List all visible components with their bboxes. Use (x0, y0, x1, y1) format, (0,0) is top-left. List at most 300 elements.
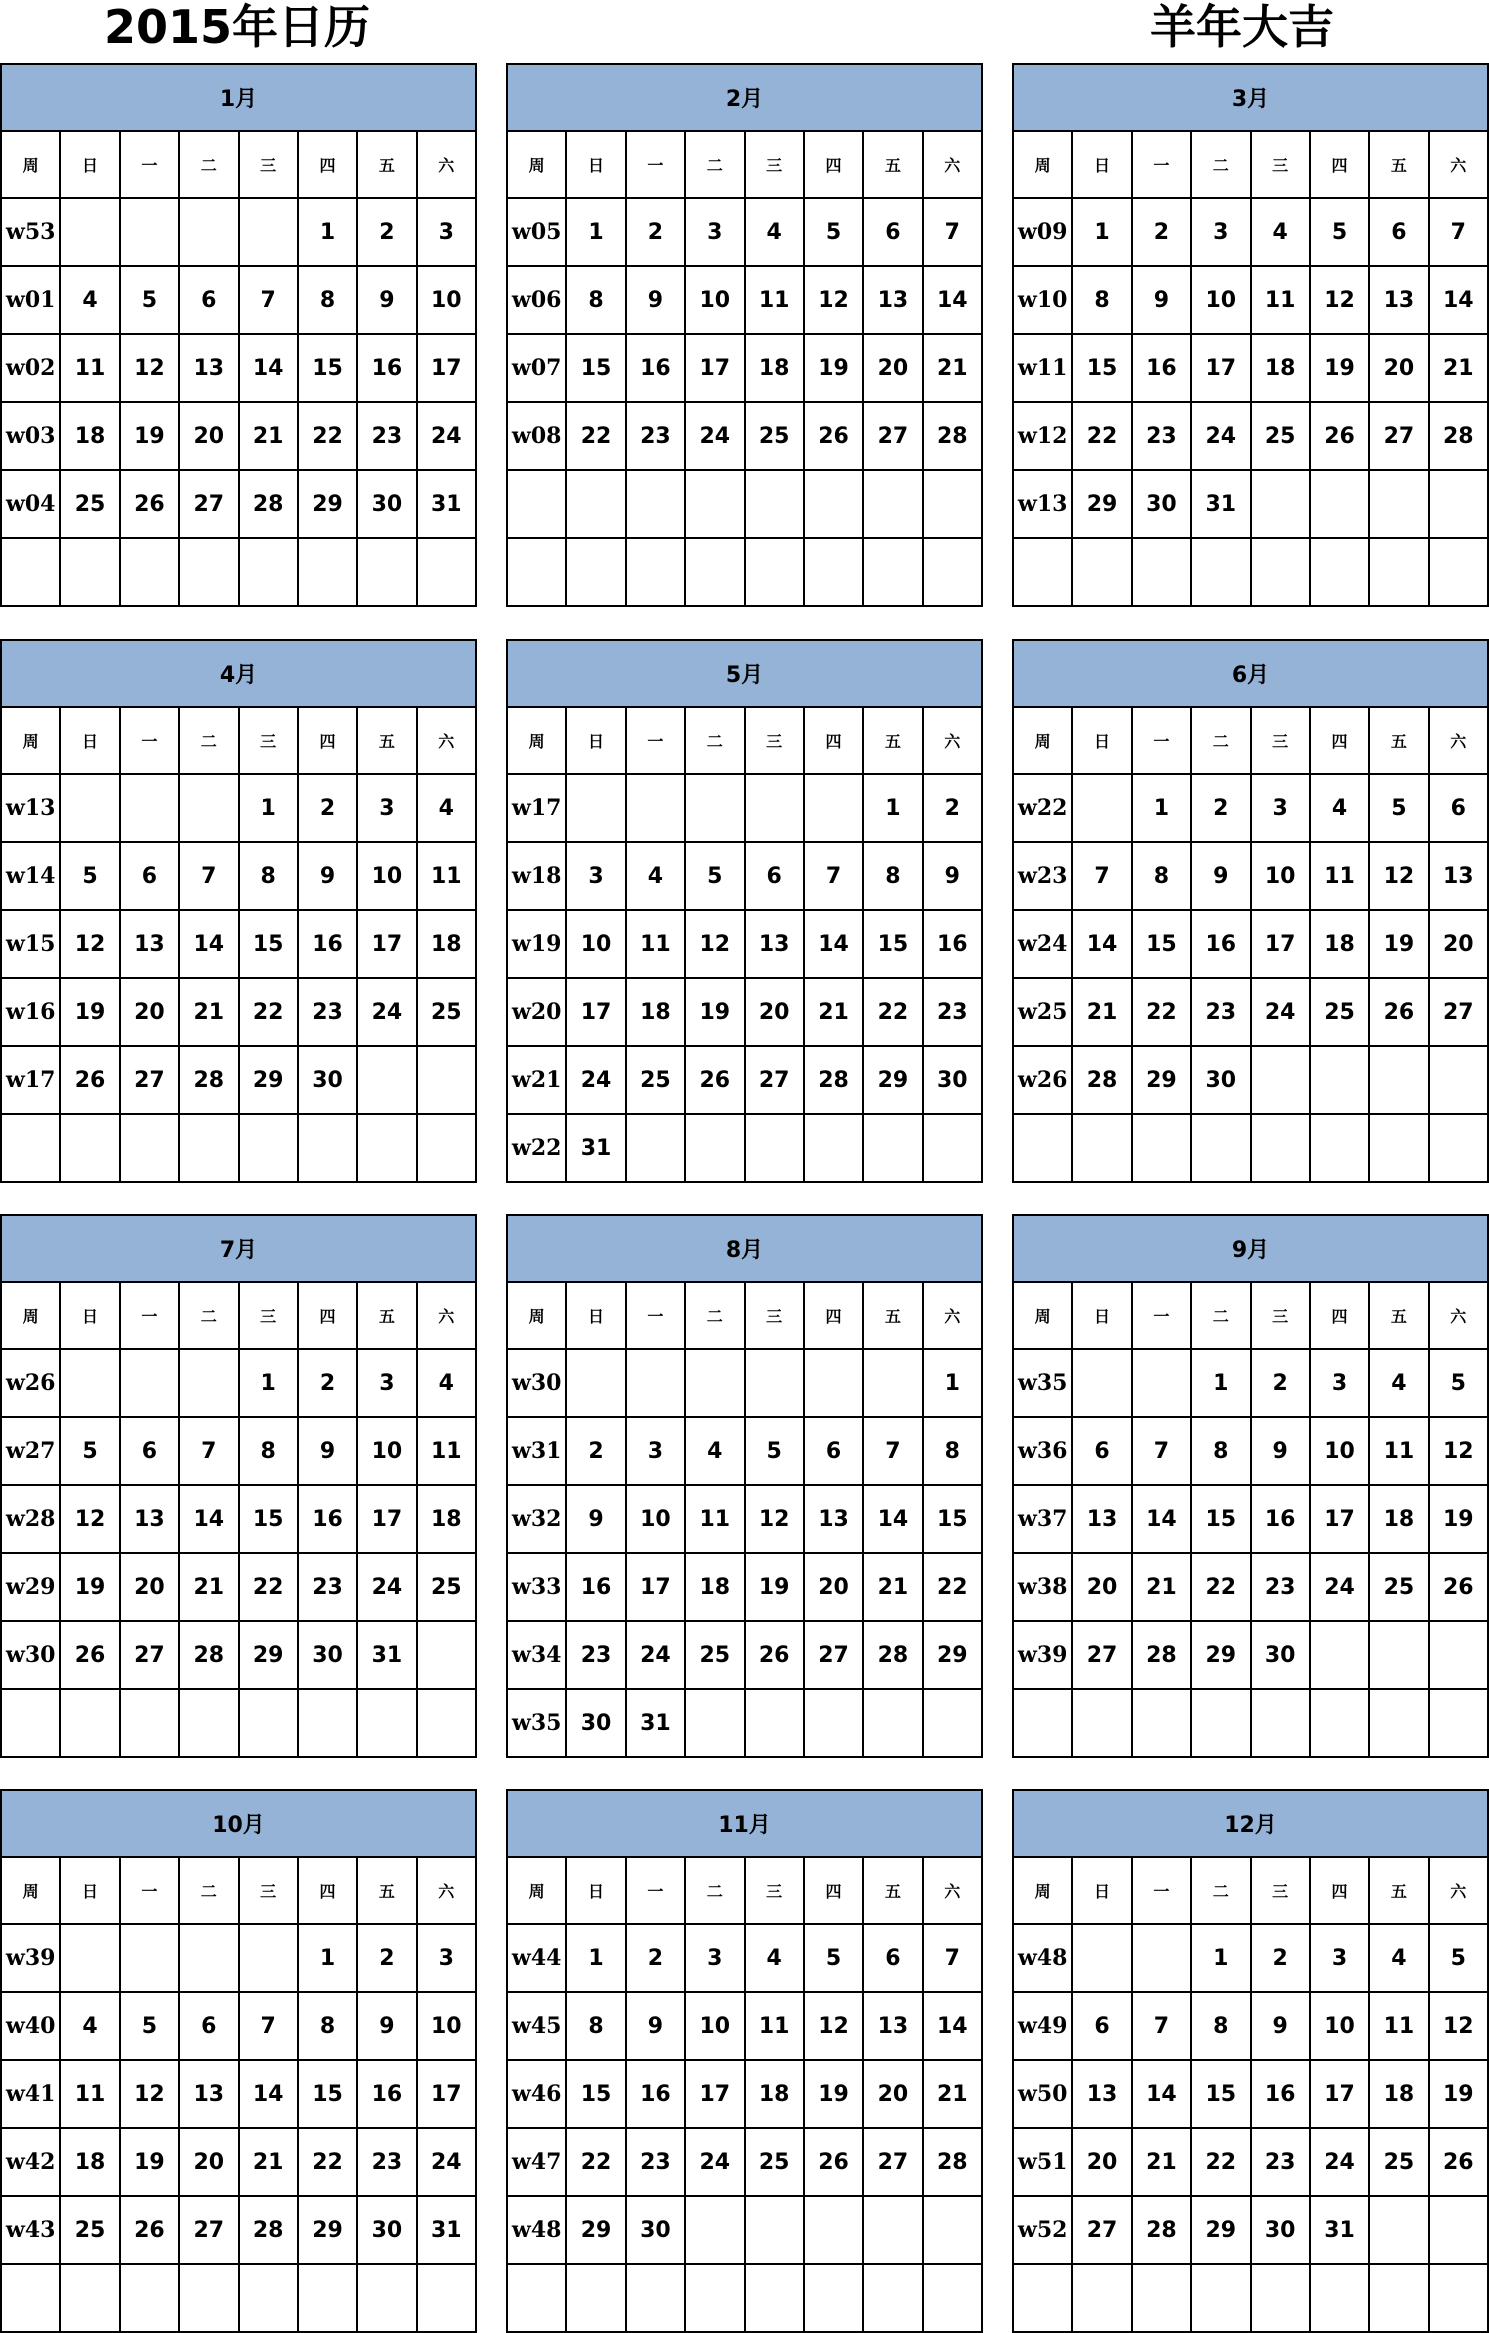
day-cell: 30 (923, 1046, 982, 1114)
week-number (1013, 1114, 1072, 1182)
day-cell: 31 (1310, 2196, 1369, 2264)
month-table (506, 639, 983, 1183)
day-cell: 25 (626, 1046, 685, 1114)
week-row (1013, 978, 1488, 1046)
day-cell: 2 (1251, 1924, 1310, 1992)
weekday-header: 五 (863, 1282, 922, 1349)
day-cell: 28 (239, 2196, 298, 2264)
day-cell (60, 774, 119, 842)
day-cell: 15 (863, 910, 922, 978)
week-number: w41 (1, 2060, 60, 2128)
day-cell: 14 (239, 2060, 298, 2128)
day-cell: 27 (1429, 978, 1488, 1046)
day-cell (357, 1114, 416, 1182)
day-cell (745, 2264, 804, 2332)
day-cell: 13 (745, 910, 804, 978)
weekday-header: 日 (566, 1857, 625, 1924)
weekday-header: 五 (357, 707, 416, 774)
weekday-header: 五 (1369, 131, 1428, 198)
day-cell: 20 (179, 402, 238, 470)
weekday-header: 一 (1132, 1282, 1191, 1349)
day-cell: 6 (863, 198, 922, 266)
week-row (507, 1621, 982, 1689)
weekday-header: 六 (923, 1282, 982, 1349)
day-cell (566, 538, 625, 606)
day-cell: 10 (1310, 1992, 1369, 2060)
day-cell: 7 (1072, 842, 1131, 910)
week-row (507, 842, 982, 910)
day-cell: 23 (1132, 402, 1191, 470)
day-cell (1369, 1114, 1428, 1182)
day-cell: 20 (1072, 2128, 1131, 2196)
weekday-header: 一 (626, 131, 685, 198)
day-cell: 11 (685, 1485, 744, 1553)
day-cell: 10 (357, 842, 416, 910)
day-cell (804, 1114, 863, 1182)
week-number: w17 (1, 1046, 60, 1114)
day-cell: 21 (804, 978, 863, 1046)
month-table (0, 639, 477, 1183)
weekday-header: 六 (417, 1282, 476, 1349)
week-number: w13 (1, 774, 60, 842)
day-cell (1310, 538, 1369, 606)
day-cell: 17 (1251, 910, 1310, 978)
day-cell: 25 (685, 1621, 744, 1689)
day-cell: 9 (626, 266, 685, 334)
day-cell (60, 1924, 119, 1992)
day-cell: 1 (566, 1924, 625, 1992)
day-cell (1310, 1689, 1369, 1757)
day-cell (566, 774, 625, 842)
day-cell (1251, 2264, 1310, 2332)
day-cell (685, 538, 744, 606)
day-cell: 24 (685, 402, 744, 470)
weekday-header: 五 (357, 131, 416, 198)
day-cell: 12 (120, 2060, 179, 2128)
week-number (1, 538, 60, 606)
day-cell: 30 (1132, 470, 1191, 538)
weekday-header-row (1013, 131, 1488, 198)
day-cell: 26 (120, 2196, 179, 2264)
day-cell: 25 (1251, 402, 1310, 470)
weekday-header: 六 (1429, 131, 1488, 198)
week-number: w32 (507, 1485, 566, 1553)
day-cell: 21 (179, 978, 238, 1046)
week-number: w07 (507, 334, 566, 402)
weekday-header: 三 (239, 131, 298, 198)
day-cell (60, 2264, 119, 2332)
month-table (0, 1789, 477, 2333)
day-cell: 6 (120, 842, 179, 910)
day-cell: 11 (745, 1992, 804, 2060)
day-cell: 30 (626, 2196, 685, 2264)
day-cell: 1 (1191, 1924, 1250, 1992)
day-cell (1310, 1046, 1369, 1114)
weekday-header: 六 (1429, 1857, 1488, 1924)
weekday-header: 日 (60, 1857, 119, 1924)
day-cell: 2 (626, 198, 685, 266)
day-cell (1191, 2264, 1250, 2332)
weekday-header: 三 (239, 707, 298, 774)
day-cell: 4 (685, 1417, 744, 1485)
week-row (1, 1417, 476, 1485)
day-cell: 17 (1310, 2060, 1369, 2128)
day-cell (1369, 1621, 1428, 1689)
week-column-header: 周 (1013, 131, 1072, 198)
day-cell: 28 (863, 1621, 922, 1689)
week-number: w15 (1, 910, 60, 978)
week-row (1013, 910, 1488, 978)
day-cell (923, 470, 982, 538)
day-cell: 14 (179, 910, 238, 978)
week-number: w51 (1013, 2128, 1072, 2196)
week-number: w39 (1, 1924, 60, 1992)
week-row (507, 2196, 982, 2264)
week-number (1013, 538, 1072, 606)
day-cell: 16 (626, 2060, 685, 2128)
day-cell: 23 (1251, 2128, 1310, 2196)
day-cell: 31 (566, 1114, 625, 1182)
day-cell: 16 (298, 1485, 357, 1553)
day-cell (923, 2264, 982, 2332)
day-cell: 18 (745, 2060, 804, 2128)
day-cell: 24 (417, 2128, 476, 2196)
month-header: 4月 (1, 640, 476, 707)
weekday-header: 日 (60, 1282, 119, 1349)
week-number: w43 (1, 2196, 60, 2264)
month-calendar (1012, 639, 1489, 1182)
day-cell (923, 1114, 982, 1182)
day-cell (804, 538, 863, 606)
week-row (1013, 1046, 1488, 1114)
week-row (507, 1485, 982, 1553)
month-header: 6月 (1013, 640, 1488, 707)
weekday-header: 四 (1310, 131, 1369, 198)
day-cell: 7 (239, 266, 298, 334)
month-table (0, 63, 477, 607)
day-cell: 1 (1132, 774, 1191, 842)
day-cell: 5 (60, 1417, 119, 1485)
day-cell: 15 (1132, 910, 1191, 978)
day-cell (566, 2264, 625, 2332)
week-row (1013, 1485, 1488, 1553)
week-number: w31 (507, 1417, 566, 1485)
day-cell: 17 (1310, 1485, 1369, 1553)
week-row (1013, 1417, 1488, 1485)
day-cell: 1 (239, 774, 298, 842)
day-cell: 27 (745, 1046, 804, 1114)
week-column-header: 周 (1013, 1282, 1072, 1349)
day-cell (239, 538, 298, 606)
weekday-header: 三 (1251, 131, 1310, 198)
weekday-header: 三 (1251, 1857, 1310, 1924)
day-cell: 26 (804, 2128, 863, 2196)
day-cell: 15 (1191, 2060, 1250, 2128)
day-cell: 21 (1132, 2128, 1191, 2196)
day-cell (566, 1349, 625, 1417)
month-header: 8月 (507, 1215, 982, 1282)
day-cell: 18 (1251, 334, 1310, 402)
week-number (1, 2264, 60, 2332)
day-cell: 28 (179, 1046, 238, 1114)
day-cell (417, 2264, 476, 2332)
week-column-header: 周 (1, 1857, 60, 1924)
day-cell (685, 470, 744, 538)
week-column-header: 周 (1, 131, 60, 198)
day-cell: 22 (566, 2128, 625, 2196)
day-cell: 3 (1191, 198, 1250, 266)
weekday-header: 一 (626, 707, 685, 774)
weekday-header: 日 (566, 707, 625, 774)
week-number: w17 (507, 774, 566, 842)
day-cell: 28 (804, 1046, 863, 1114)
day-cell: 10 (417, 1992, 476, 2060)
day-cell: 5 (120, 1992, 179, 2060)
day-cell: 16 (923, 910, 982, 978)
day-cell (298, 2264, 357, 2332)
day-cell: 3 (566, 842, 625, 910)
day-cell: 30 (566, 1689, 625, 1757)
day-cell: 23 (1251, 1553, 1310, 1621)
day-cell (179, 1689, 238, 1757)
week-number (1, 1689, 60, 1757)
day-cell: 18 (1369, 1485, 1428, 1553)
weekday-header: 六 (417, 1857, 476, 1924)
day-cell: 16 (357, 2060, 416, 2128)
day-cell: 21 (239, 402, 298, 470)
day-cell (179, 1114, 238, 1182)
day-cell: 26 (1429, 2128, 1488, 2196)
day-cell: 22 (1072, 402, 1131, 470)
weekday-header: 日 (1072, 1857, 1131, 1924)
month-calendar (506, 1214, 983, 1757)
day-cell: 6 (745, 842, 804, 910)
month-table (506, 1214, 983, 1758)
week-column-header: 周 (1, 707, 60, 774)
day-cell (923, 2196, 982, 2264)
day-cell: 13 (1072, 2060, 1131, 2128)
day-cell: 19 (1429, 2060, 1488, 2128)
day-cell: 6 (179, 266, 238, 334)
month-header: 3月 (1013, 64, 1488, 131)
day-cell: 27 (120, 1621, 179, 1689)
week-column-header: 周 (1013, 707, 1072, 774)
week-row (507, 470, 982, 538)
day-cell (863, 1689, 922, 1757)
week-row (1, 1553, 476, 1621)
day-cell: 20 (1429, 910, 1488, 978)
day-cell: 3 (357, 774, 416, 842)
week-row (1, 1924, 476, 1992)
week-number: w27 (1, 1417, 60, 1485)
day-cell: 20 (1369, 334, 1428, 402)
weekday-header-row (507, 707, 982, 774)
week-row (507, 1689, 982, 1757)
day-cell: 1 (923, 1349, 982, 1417)
week-number: w13 (1013, 470, 1072, 538)
day-cell (1429, 2264, 1488, 2332)
day-cell (863, 470, 922, 538)
day-cell: 22 (1191, 1553, 1250, 1621)
day-cell: 20 (863, 334, 922, 402)
day-cell: 17 (357, 1485, 416, 1553)
day-cell (1191, 1689, 1250, 1757)
day-cell: 11 (1369, 1417, 1428, 1485)
day-cell: 30 (1251, 2196, 1310, 2264)
weekday-header: 四 (298, 1857, 357, 1924)
day-cell: 19 (1369, 910, 1428, 978)
day-cell: 3 (1310, 1924, 1369, 1992)
day-cell: 18 (417, 1485, 476, 1553)
week-row (1013, 1992, 1488, 2060)
week-number: w25 (1013, 978, 1072, 1046)
day-cell: 12 (804, 266, 863, 334)
day-cell: 14 (1132, 2060, 1191, 2128)
day-cell: 4 (1251, 198, 1310, 266)
week-row (1, 978, 476, 1046)
month-calendar (0, 1789, 477, 2332)
month-calendar (506, 1789, 983, 2332)
day-cell: 14 (1429, 266, 1488, 334)
day-cell: 13 (1429, 842, 1488, 910)
month-table (506, 63, 983, 607)
day-cell (1132, 1689, 1191, 1757)
week-number: w38 (1013, 1553, 1072, 1621)
day-cell: 8 (1191, 1992, 1250, 2060)
day-cell: 23 (357, 2128, 416, 2196)
week-column-header: 周 (507, 1857, 566, 1924)
day-cell: 25 (417, 978, 476, 1046)
day-cell (417, 1621, 476, 1689)
day-cell (120, 198, 179, 266)
day-cell: 16 (357, 334, 416, 402)
month-calendar (506, 63, 983, 606)
day-cell: 17 (566, 978, 625, 1046)
day-cell: 2 (357, 198, 416, 266)
day-cell (626, 774, 685, 842)
day-cell (863, 538, 922, 606)
day-cell: 5 (1429, 1924, 1488, 1992)
week-number: w50 (1013, 2060, 1072, 2128)
day-cell: 5 (1429, 1349, 1488, 1417)
day-cell (60, 1349, 119, 1417)
day-cell: 19 (60, 978, 119, 1046)
day-cell: 10 (357, 1417, 416, 1485)
day-cell: 23 (1191, 978, 1250, 1046)
day-cell: 15 (239, 910, 298, 978)
day-cell: 15 (239, 1485, 298, 1553)
day-cell: 8 (298, 1992, 357, 2060)
day-cell: 12 (804, 1992, 863, 2060)
weekday-header: 一 (626, 1857, 685, 1924)
day-cell (179, 2264, 238, 2332)
day-cell (298, 538, 357, 606)
day-cell (179, 1924, 238, 1992)
day-cell: 26 (745, 1621, 804, 1689)
day-cell: 9 (1251, 1992, 1310, 2060)
day-cell: 12 (1429, 1417, 1488, 1485)
week-row (1013, 842, 1488, 910)
day-cell: 20 (120, 978, 179, 1046)
weekday-header: 日 (566, 1282, 625, 1349)
week-number: w04 (1, 470, 60, 538)
week-number: w46 (507, 2060, 566, 2128)
day-cell (417, 1046, 476, 1114)
day-cell (179, 1349, 238, 1417)
weekday-header-row (1, 131, 476, 198)
month-header: 9月 (1013, 1215, 1488, 1282)
day-cell (745, 774, 804, 842)
day-cell: 25 (1310, 978, 1369, 1046)
week-number (507, 2264, 566, 2332)
day-cell: 18 (417, 910, 476, 978)
day-cell: 2 (1132, 198, 1191, 266)
day-cell: 28 (239, 470, 298, 538)
day-cell: 21 (179, 1553, 238, 1621)
day-cell (923, 538, 982, 606)
day-cell: 8 (239, 842, 298, 910)
day-cell: 9 (357, 266, 416, 334)
week-number: w26 (1013, 1046, 1072, 1114)
month-table (506, 1789, 983, 2333)
weekday-header: 二 (1191, 707, 1250, 774)
weekday-header: 日 (60, 131, 119, 198)
day-cell: 7 (863, 1417, 922, 1485)
day-cell: 29 (863, 1046, 922, 1114)
month-header: 5月 (507, 640, 982, 707)
day-cell: 20 (120, 1553, 179, 1621)
week-row (1013, 2128, 1488, 2196)
day-cell: 31 (417, 2196, 476, 2264)
day-cell (685, 2264, 744, 2332)
week-row (1013, 774, 1488, 842)
day-cell: 5 (745, 1417, 804, 1485)
day-cell: 12 (1310, 266, 1369, 334)
day-cell: 18 (626, 978, 685, 1046)
weekday-header-row (1, 1282, 476, 1349)
week-number: w21 (507, 1046, 566, 1114)
day-cell: 22 (239, 978, 298, 1046)
day-cell: 25 (60, 2196, 119, 2264)
day-cell: 30 (298, 1046, 357, 1114)
day-cell: 31 (417, 470, 476, 538)
week-number: w48 (507, 2196, 566, 2264)
week-number: w36 (1013, 1417, 1072, 1485)
day-cell: 22 (923, 1553, 982, 1621)
day-cell: 26 (120, 470, 179, 538)
day-cell: 29 (923, 1621, 982, 1689)
day-cell: 22 (239, 1553, 298, 1621)
day-cell: 9 (923, 842, 982, 910)
day-cell: 27 (179, 470, 238, 538)
week-row (507, 1924, 982, 1992)
day-cell (804, 470, 863, 538)
week-number: w22 (507, 1114, 566, 1182)
day-cell (863, 1349, 922, 1417)
day-cell: 21 (1429, 334, 1488, 402)
day-cell: 25 (60, 470, 119, 538)
day-cell: 16 (1191, 910, 1250, 978)
day-cell: 29 (298, 2196, 357, 2264)
day-cell (1429, 1621, 1488, 1689)
week-number: w24 (1013, 910, 1072, 978)
day-cell: 8 (1072, 266, 1131, 334)
day-cell: 24 (1251, 978, 1310, 1046)
day-cell (626, 470, 685, 538)
day-cell (239, 1689, 298, 1757)
day-cell: 24 (566, 1046, 625, 1114)
day-cell: 3 (1251, 774, 1310, 842)
